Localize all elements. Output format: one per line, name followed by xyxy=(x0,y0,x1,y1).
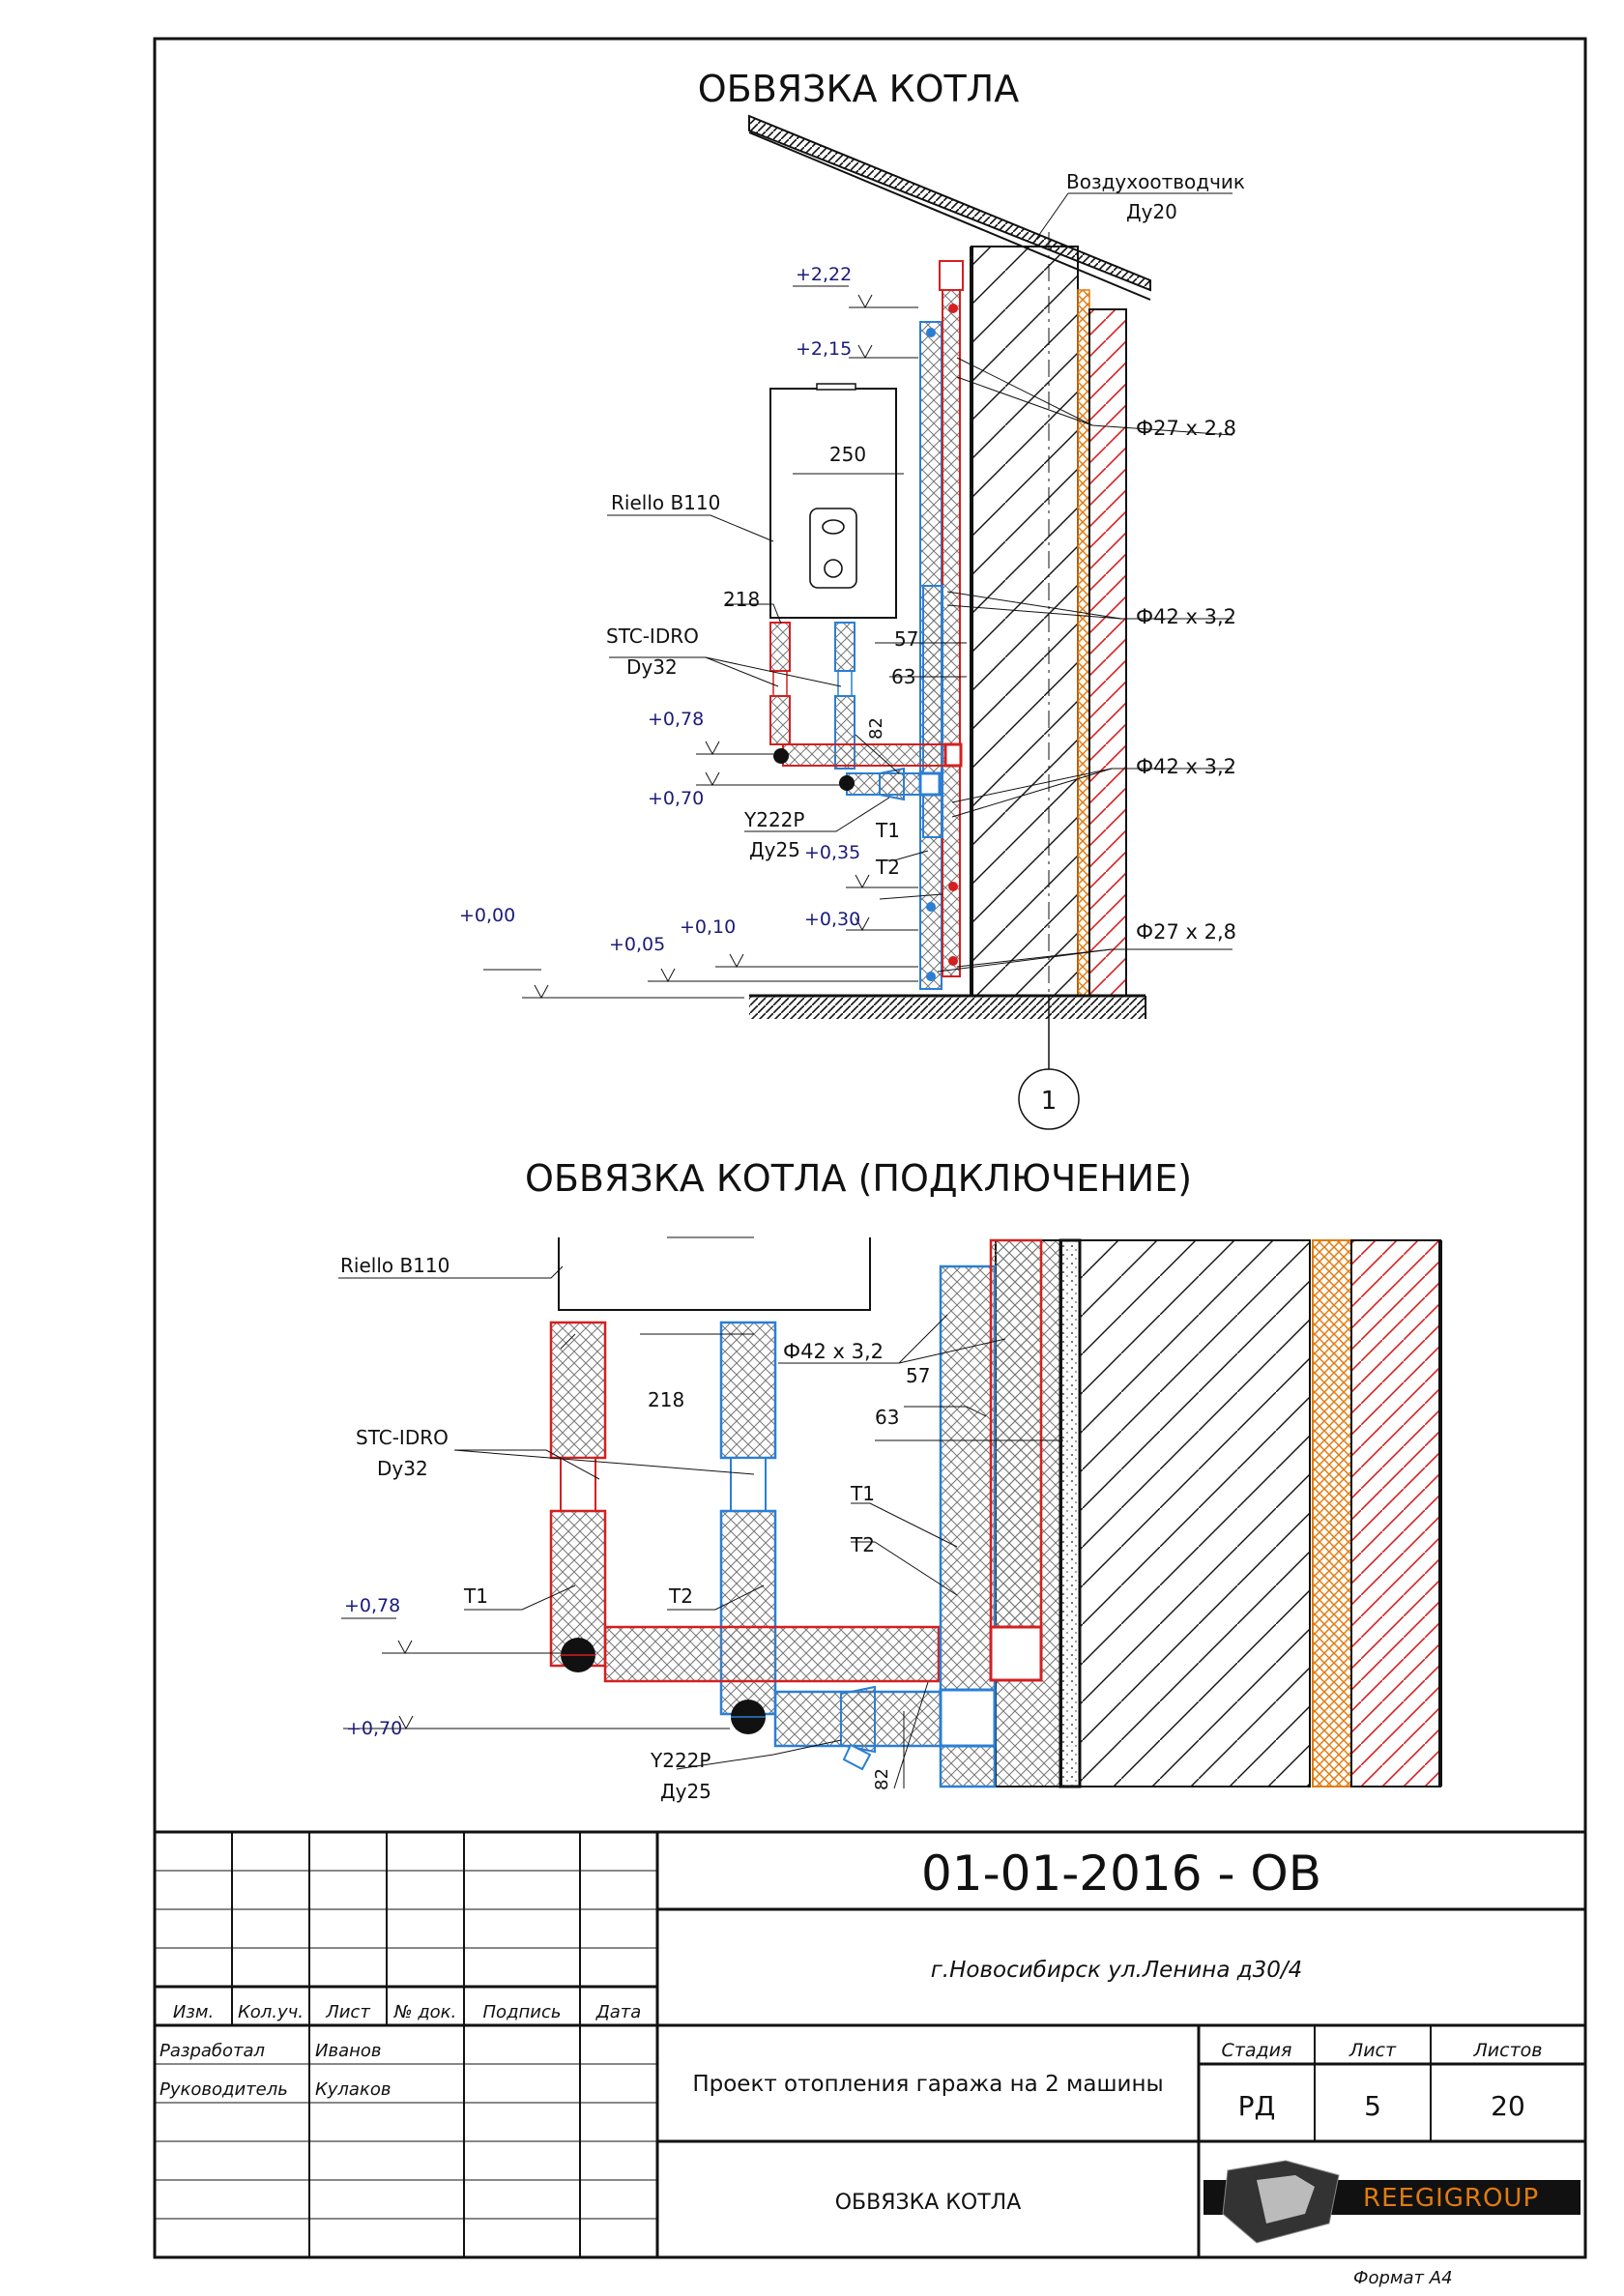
bottom-drawing xyxy=(338,1157,1440,1803)
stage-label: Стадия xyxy=(1221,2040,1292,2061)
dim-82: 82 xyxy=(866,717,886,740)
logo-text: REEGIGROUP xyxy=(1363,2184,1540,2213)
filter-label: Y222P xyxy=(744,808,805,831)
wall-brick xyxy=(1089,309,1126,996)
pipe-42b-label: Ф42 x 3,2 xyxy=(1136,755,1236,778)
level-078-bottom: +0,78 xyxy=(344,1595,401,1616)
col-list: Лист xyxy=(326,2002,370,2022)
t2-label-right: T2 xyxy=(851,1533,875,1556)
supply-horizontal xyxy=(605,1627,939,1681)
t2-label-middle: T2 xyxy=(669,1584,693,1608)
supply-outlet-upper xyxy=(551,1322,605,1458)
format-label: Формат А4 xyxy=(1353,2268,1453,2288)
dim-218-bottom: 218 xyxy=(648,1388,685,1411)
level-000: +0,00 xyxy=(459,905,516,926)
valve-label: STC-IDRO xyxy=(606,625,699,648)
filter-detail xyxy=(841,1687,875,1752)
wall-brick-detail xyxy=(1351,1240,1440,1787)
filter-dn: Ду25 xyxy=(749,838,800,861)
level-078: +0,78 xyxy=(648,709,705,730)
project-name: Проект отопления гаража на 2 машины xyxy=(692,2072,1164,2097)
top-title: ОБВЯЗКА КОТЛА xyxy=(697,68,1020,110)
dim-57-bottom: 57 xyxy=(906,1364,931,1387)
pipe-42-bottom: Ф42 x 3,2 xyxy=(783,1340,884,1363)
t2-label: T2 xyxy=(876,856,900,879)
sheet-value: 5 xyxy=(1364,2090,1381,2122)
pipe-42-label: Ф42 x 3,2 xyxy=(1136,605,1236,628)
t1-label-right: T1 xyxy=(851,1482,875,1505)
filter-y222p xyxy=(880,769,904,799)
level-005: +0,05 xyxy=(609,934,666,955)
wall-insulation-detail xyxy=(1313,1240,1351,1787)
sheets-value: 20 xyxy=(1491,2090,1525,2122)
level-035: +0,35 xyxy=(804,842,861,863)
supply-branch xyxy=(783,744,945,766)
dim-57: 57 xyxy=(894,627,919,651)
col-sign: Подпись xyxy=(482,2002,562,2022)
top-drawing xyxy=(459,68,1245,1129)
dim-63: 63 xyxy=(891,665,916,688)
pipe-27b-label: Ф27 x 2,8 xyxy=(1136,920,1236,944)
boiler-label: Riello B110 xyxy=(611,491,721,514)
air-vent-label: Воздухоотводчик xyxy=(1066,170,1245,193)
bottom-title: ОБВЯЗКА КОТЛА (ПОДКЛЮЧЕНИЕ) xyxy=(524,1157,1193,1200)
level-070-bottom: +0,70 xyxy=(346,1718,403,1739)
t1-label: T1 xyxy=(876,819,900,842)
developed-label: Разработал xyxy=(160,2041,266,2061)
valve-dn-bottom: Dy32 xyxy=(377,1457,428,1480)
dim-63-bottom: 63 xyxy=(875,1406,900,1429)
col-doc: № док. xyxy=(393,2002,457,2022)
wall-insulation xyxy=(1078,290,1089,996)
level-070: +0,70 xyxy=(648,788,705,809)
filter-label-bottom: Y222P xyxy=(651,1749,711,1772)
riser-supply-detail xyxy=(991,1240,1041,1627)
valve-dn: Dy32 xyxy=(626,655,678,679)
head-label: Руководитель xyxy=(160,2079,288,2100)
sheet-frame xyxy=(155,39,1585,2257)
pipe-27-label: Ф27 x 2,8 xyxy=(1136,417,1236,440)
wall-concrete-detail xyxy=(1080,1240,1310,1787)
developer-name: Иванов xyxy=(315,2041,382,2061)
boiler-bottom xyxy=(559,1237,870,1310)
wall-concrete xyxy=(972,247,1078,996)
dim-218: 218 xyxy=(723,588,761,611)
axis-label: 1 xyxy=(1040,1087,1058,1116)
stage-value: РД xyxy=(1237,2090,1276,2122)
address: г.Новосибирск ул.Ленина д30/4 xyxy=(930,1958,1303,1983)
t1-label-left: T1 xyxy=(464,1584,488,1608)
air-vent-dn: Ду20 xyxy=(1126,200,1177,223)
sheet-title: ОБВЯЗКА КОТЛА xyxy=(834,2191,1022,2215)
filter-dn-bottom: Ду25 xyxy=(660,1780,711,1803)
return-outlet-lower xyxy=(721,1511,775,1714)
head-name: Кулаков xyxy=(315,2079,392,2100)
sheets-label: Листов xyxy=(1473,2040,1543,2061)
valve-label-bottom: STC-IDRO xyxy=(356,1426,449,1449)
air-vent xyxy=(940,261,963,290)
company-logo xyxy=(1204,2161,1580,2243)
boiler-width-dim: 250 xyxy=(828,443,867,466)
col-izm: Изм. xyxy=(172,2002,215,2022)
level-010: +0,10 xyxy=(680,916,737,938)
boiler-label-bottom: Riello B110 xyxy=(340,1254,450,1277)
level-215: +2,15 xyxy=(796,338,853,360)
col-koluch: Кол.уч. xyxy=(237,2002,304,2022)
level-222: +2,22 xyxy=(796,264,853,285)
dim-82-bottom: 82 xyxy=(872,1768,892,1790)
doc-code: 01-01-2016 - ОВ xyxy=(920,1846,1322,1902)
sheet-label: Лист xyxy=(1348,2040,1397,2061)
riser-supply xyxy=(942,261,960,976)
level-030: +0,30 xyxy=(804,909,861,930)
title-block-text xyxy=(160,1846,1580,2288)
col-date: Дата xyxy=(595,2002,642,2022)
return-outlet-upper xyxy=(721,1322,775,1458)
